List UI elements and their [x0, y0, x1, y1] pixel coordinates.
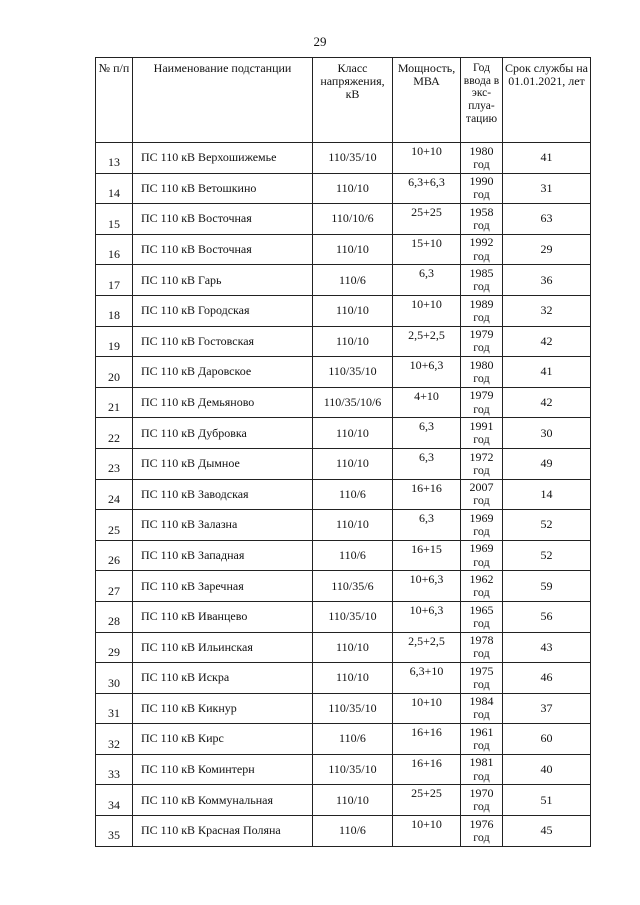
- row-number: 14: [96, 173, 133, 204]
- table-row: [96, 295, 591, 326]
- substation-name: ПС 110 кВ Красная Поляна: [133, 816, 313, 847]
- table-row: [96, 632, 591, 663]
- table-row: [96, 234, 591, 265]
- year-value: 1990: [469, 174, 494, 189]
- voltage-class: 110/10: [313, 326, 393, 357]
- table-row: [96, 173, 591, 204]
- voltage-class: 110/10/6: [313, 204, 393, 235]
- voltage-class: 110/6: [313, 479, 393, 510]
- row-number: 20: [96, 357, 133, 388]
- power-mva: 2,5+2,5: [393, 326, 461, 357]
- substation-name: ПС 110 кВ Гостовская: [133, 326, 313, 357]
- service-life: 14: [503, 479, 591, 510]
- row-number: 22: [96, 418, 133, 449]
- voltage-class: 110/35/10: [313, 693, 393, 724]
- page-number: 29: [313, 34, 327, 49]
- service-life: 40: [503, 754, 591, 785]
- voltage-class: 110/35/10: [313, 357, 393, 388]
- service-life: 41: [503, 357, 591, 388]
- year-value: 1992: [469, 235, 494, 250]
- header-name: Наименование подстанции: [133, 58, 313, 143]
- header-voltage: Класс напряжения, кВ: [313, 58, 393, 143]
- year-value: 1991: [469, 418, 494, 433]
- service-life: 52: [503, 540, 591, 571]
- row-number: 35: [96, 816, 133, 847]
- voltage-class: 110/35/10/6: [313, 387, 393, 418]
- table-body: [96, 143, 591, 847]
- service-life: 45: [503, 816, 591, 847]
- row-number: 30: [96, 663, 133, 694]
- power-mva: 6,3: [393, 418, 461, 449]
- year-suffix: год: [473, 738, 490, 753]
- row-number: 27: [96, 571, 133, 602]
- year-suffix: год: [473, 585, 490, 600]
- power-mva: 16+16: [393, 479, 461, 510]
- commission-year: [461, 724, 503, 755]
- substation-name: ПС 110 кВ Иванцево: [133, 601, 313, 632]
- table-row: [96, 540, 591, 571]
- substation-name: ПС 110 кВ Коммунальная: [133, 785, 313, 816]
- voltage-class: 110/35/10: [313, 143, 393, 174]
- power-mva: 10+6,3: [393, 601, 461, 632]
- header-life: Срок службы на 01.01.2021, лет: [503, 58, 591, 143]
- row-number: 15: [96, 204, 133, 235]
- year-value: 1976: [469, 816, 494, 831]
- power-mva: 16+15: [393, 540, 461, 571]
- commission-year: [461, 785, 503, 816]
- commission-year: [461, 510, 503, 541]
- power-mva: 10+10: [393, 143, 461, 174]
- commission-year: [461, 601, 503, 632]
- year-suffix: год: [473, 493, 490, 508]
- commission-year: [461, 143, 503, 174]
- substation-name: ПС 110 кВ Заречная: [133, 571, 313, 602]
- header-power: Мощность, МВА: [393, 58, 461, 143]
- substation-name: ПС 110 кВ Восточная: [133, 204, 313, 235]
- power-mva: 25+25: [393, 785, 461, 816]
- commission-year: [461, 418, 503, 449]
- voltage-class: 110/10: [313, 295, 393, 326]
- substation-name: ПС 110 кВ Кикнур: [133, 693, 313, 724]
- voltage-class: 110/10: [313, 663, 393, 694]
- service-life: 36: [503, 265, 591, 296]
- year-suffix: год: [473, 432, 490, 447]
- year-suffix: год: [473, 340, 490, 355]
- voltage-class: 110/6: [313, 265, 393, 296]
- year-value: 1969: [469, 541, 494, 556]
- voltage-class: 110/6: [313, 540, 393, 571]
- service-life: 59: [503, 571, 591, 602]
- voltage-class: 110/10: [313, 448, 393, 479]
- service-life: 42: [503, 387, 591, 418]
- commission-year: [461, 816, 503, 847]
- row-number: 34: [96, 785, 133, 816]
- power-mva: 10+10: [393, 693, 461, 724]
- voltage-class: 110/35/10: [313, 754, 393, 785]
- substation-name: ПС 110 кВ Верхошижемье: [133, 143, 313, 174]
- voltage-class: 110/6: [313, 724, 393, 755]
- service-life: 46: [503, 663, 591, 694]
- year-suffix: год: [473, 248, 490, 263]
- voltage-class: 110/35/10: [313, 601, 393, 632]
- substation-name: ПС 110 кВ Ветошкино: [133, 173, 313, 204]
- power-mva: 16+16: [393, 754, 461, 785]
- commission-year: [461, 663, 503, 694]
- substation-table: [95, 57, 591, 847]
- table-row: [96, 754, 591, 785]
- substation-name: ПС 110 кВ Дымное: [133, 448, 313, 479]
- table-row: [96, 418, 591, 449]
- year-suffix: год: [473, 401, 490, 416]
- power-mva: 6,3+6,3: [393, 173, 461, 204]
- year-value: 1989: [469, 296, 494, 311]
- commission-year: [461, 234, 503, 265]
- row-number: 17: [96, 265, 133, 296]
- table-row: [96, 265, 591, 296]
- substation-name: ПС 110 кВ Гарь: [133, 265, 313, 296]
- power-mva: 6,3+10: [393, 663, 461, 694]
- power-mva: 6,3: [393, 510, 461, 541]
- service-life: 51: [503, 785, 591, 816]
- service-life: 29: [503, 234, 591, 265]
- year-value: 1965: [469, 602, 494, 617]
- year-value: 1958: [469, 204, 494, 219]
- table-row: [96, 387, 591, 418]
- year-suffix: год: [473, 279, 490, 294]
- service-life: 60: [503, 724, 591, 755]
- year-value: 1978: [469, 633, 494, 648]
- row-number: 23: [96, 448, 133, 479]
- commission-year: [461, 387, 503, 418]
- commission-year: [461, 357, 503, 388]
- year-value: 1972: [469, 449, 494, 464]
- year-suffix: год: [473, 554, 490, 569]
- service-life: 32: [503, 295, 591, 326]
- voltage-class: 110/10: [313, 234, 393, 265]
- power-mva: 10+10: [393, 295, 461, 326]
- substation-name: ПС 110 кВ Заводская: [133, 479, 313, 510]
- row-number: 24: [96, 479, 133, 510]
- table-row: [96, 510, 591, 541]
- year-suffix: год: [473, 615, 490, 630]
- year-suffix: год: [473, 217, 490, 232]
- power-mva: 10+10: [393, 816, 461, 847]
- year-value: 1979: [469, 327, 494, 342]
- commission-year: [461, 479, 503, 510]
- year-value: 1975: [469, 663, 494, 678]
- row-number: 33: [96, 754, 133, 785]
- commission-year: [461, 754, 503, 785]
- voltage-class: 110/10: [313, 510, 393, 541]
- year-suffix: год: [473, 768, 490, 783]
- year-suffix: год: [473, 799, 490, 814]
- commission-year: [461, 265, 503, 296]
- substation-name: ПС 110 кВ Искра: [133, 663, 313, 694]
- year-suffix: год: [473, 156, 490, 171]
- row-number: 26: [96, 540, 133, 571]
- substation-name: ПС 110 кВ Демьяново: [133, 387, 313, 418]
- table-row: [96, 601, 591, 632]
- substation-name: ПС 110 кВ Восточная: [133, 234, 313, 265]
- row-number: 28: [96, 601, 133, 632]
- voltage-class: 110/10: [313, 785, 393, 816]
- year-value: 1980: [469, 143, 494, 158]
- power-mva: 4+10: [393, 387, 461, 418]
- power-mva: 6,3: [393, 448, 461, 479]
- substation-name: ПС 110 кВ Ильинская: [133, 632, 313, 663]
- power-mva: 10+6,3: [393, 357, 461, 388]
- year-value: 1981: [469, 755, 494, 770]
- substation-name: ПС 110 кВ Городская: [133, 295, 313, 326]
- row-number: 32: [96, 724, 133, 755]
- header-year: Год ввода в экс-плуа-тацию: [461, 58, 503, 143]
- year-suffix: год: [473, 187, 490, 202]
- commission-year: [461, 204, 503, 235]
- year-suffix: год: [473, 523, 490, 538]
- voltage-class: 110/10: [313, 632, 393, 663]
- table-row: [96, 816, 591, 847]
- row-number: 16: [96, 234, 133, 265]
- year-value: 1985: [469, 265, 494, 280]
- year-value: 1979: [469, 388, 494, 403]
- table-row: [96, 724, 591, 755]
- commission-year: [461, 540, 503, 571]
- year-suffix: год: [473, 462, 490, 477]
- row-number: 31: [96, 693, 133, 724]
- table-row: [96, 448, 591, 479]
- year-value: 1962: [469, 571, 494, 586]
- header-num: № п/п: [96, 58, 133, 143]
- table-row: [96, 326, 591, 357]
- commission-year: [461, 295, 503, 326]
- table-header: [96, 58, 591, 143]
- year-value: 2007: [469, 480, 494, 495]
- service-life: 41: [503, 143, 591, 174]
- power-mva: 2,5+2,5: [393, 632, 461, 663]
- table-row: [96, 693, 591, 724]
- commission-year: [461, 632, 503, 663]
- commission-year: [461, 173, 503, 204]
- row-number: 25: [96, 510, 133, 541]
- substation-name: ПС 110 кВ Даровское: [133, 357, 313, 388]
- year-value: 1980: [469, 357, 494, 372]
- commission-year: [461, 448, 503, 479]
- year-suffix: год: [473, 676, 490, 691]
- substation-name: ПС 110 кВ Западная: [133, 540, 313, 571]
- row-number: 13: [96, 143, 133, 174]
- service-life: 37: [503, 693, 591, 724]
- year-value: 1970: [469, 786, 494, 801]
- year-value: 1961: [469, 724, 494, 739]
- voltage-class: 110/10: [313, 418, 393, 449]
- service-life: 43: [503, 632, 591, 663]
- power-mva: 25+25: [393, 204, 461, 235]
- table-row: [96, 785, 591, 816]
- power-mva: 16+16: [393, 724, 461, 755]
- commission-year: [461, 693, 503, 724]
- power-mva: 10+6,3: [393, 571, 461, 602]
- table-row: [96, 479, 591, 510]
- table-row: [96, 204, 591, 235]
- year-value: 1984: [469, 694, 494, 709]
- substation-name: ПС 110 кВ Дубровка: [133, 418, 313, 449]
- year-suffix: год: [473, 370, 490, 385]
- row-number: 29: [96, 632, 133, 663]
- voltage-class: 110/10: [313, 173, 393, 204]
- row-number: 21: [96, 387, 133, 418]
- power-mva: 6,3: [393, 265, 461, 296]
- year-suffix: год: [473, 646, 490, 661]
- service-life: 49: [503, 448, 591, 479]
- table-row: [96, 571, 591, 602]
- year-suffix: год: [473, 309, 490, 324]
- substation-name: ПС 110 кВ Кирс: [133, 724, 313, 755]
- table-row: [96, 143, 591, 174]
- year-suffix: год: [473, 707, 490, 722]
- year-value: 1969: [469, 510, 494, 525]
- service-life: 42: [503, 326, 591, 357]
- service-life: 56: [503, 601, 591, 632]
- commission-year: [461, 326, 503, 357]
- table-row: [96, 357, 591, 388]
- year-suffix: год: [473, 829, 490, 844]
- substation-name: ПС 110 кВ Залазна: [133, 510, 313, 541]
- voltage-class: 110/6: [313, 816, 393, 847]
- row-number: 18: [96, 295, 133, 326]
- table-row: [96, 663, 591, 694]
- commission-year: [461, 571, 503, 602]
- service-life: 52: [503, 510, 591, 541]
- power-mva: 15+10: [393, 234, 461, 265]
- substation-name: ПС 110 кВ Коминтерн: [133, 754, 313, 785]
- row-number: 19: [96, 326, 133, 357]
- service-life: 30: [503, 418, 591, 449]
- voltage-class: 110/35/6: [313, 571, 393, 602]
- service-life: 63: [503, 204, 591, 235]
- service-life: 31: [503, 173, 591, 204]
